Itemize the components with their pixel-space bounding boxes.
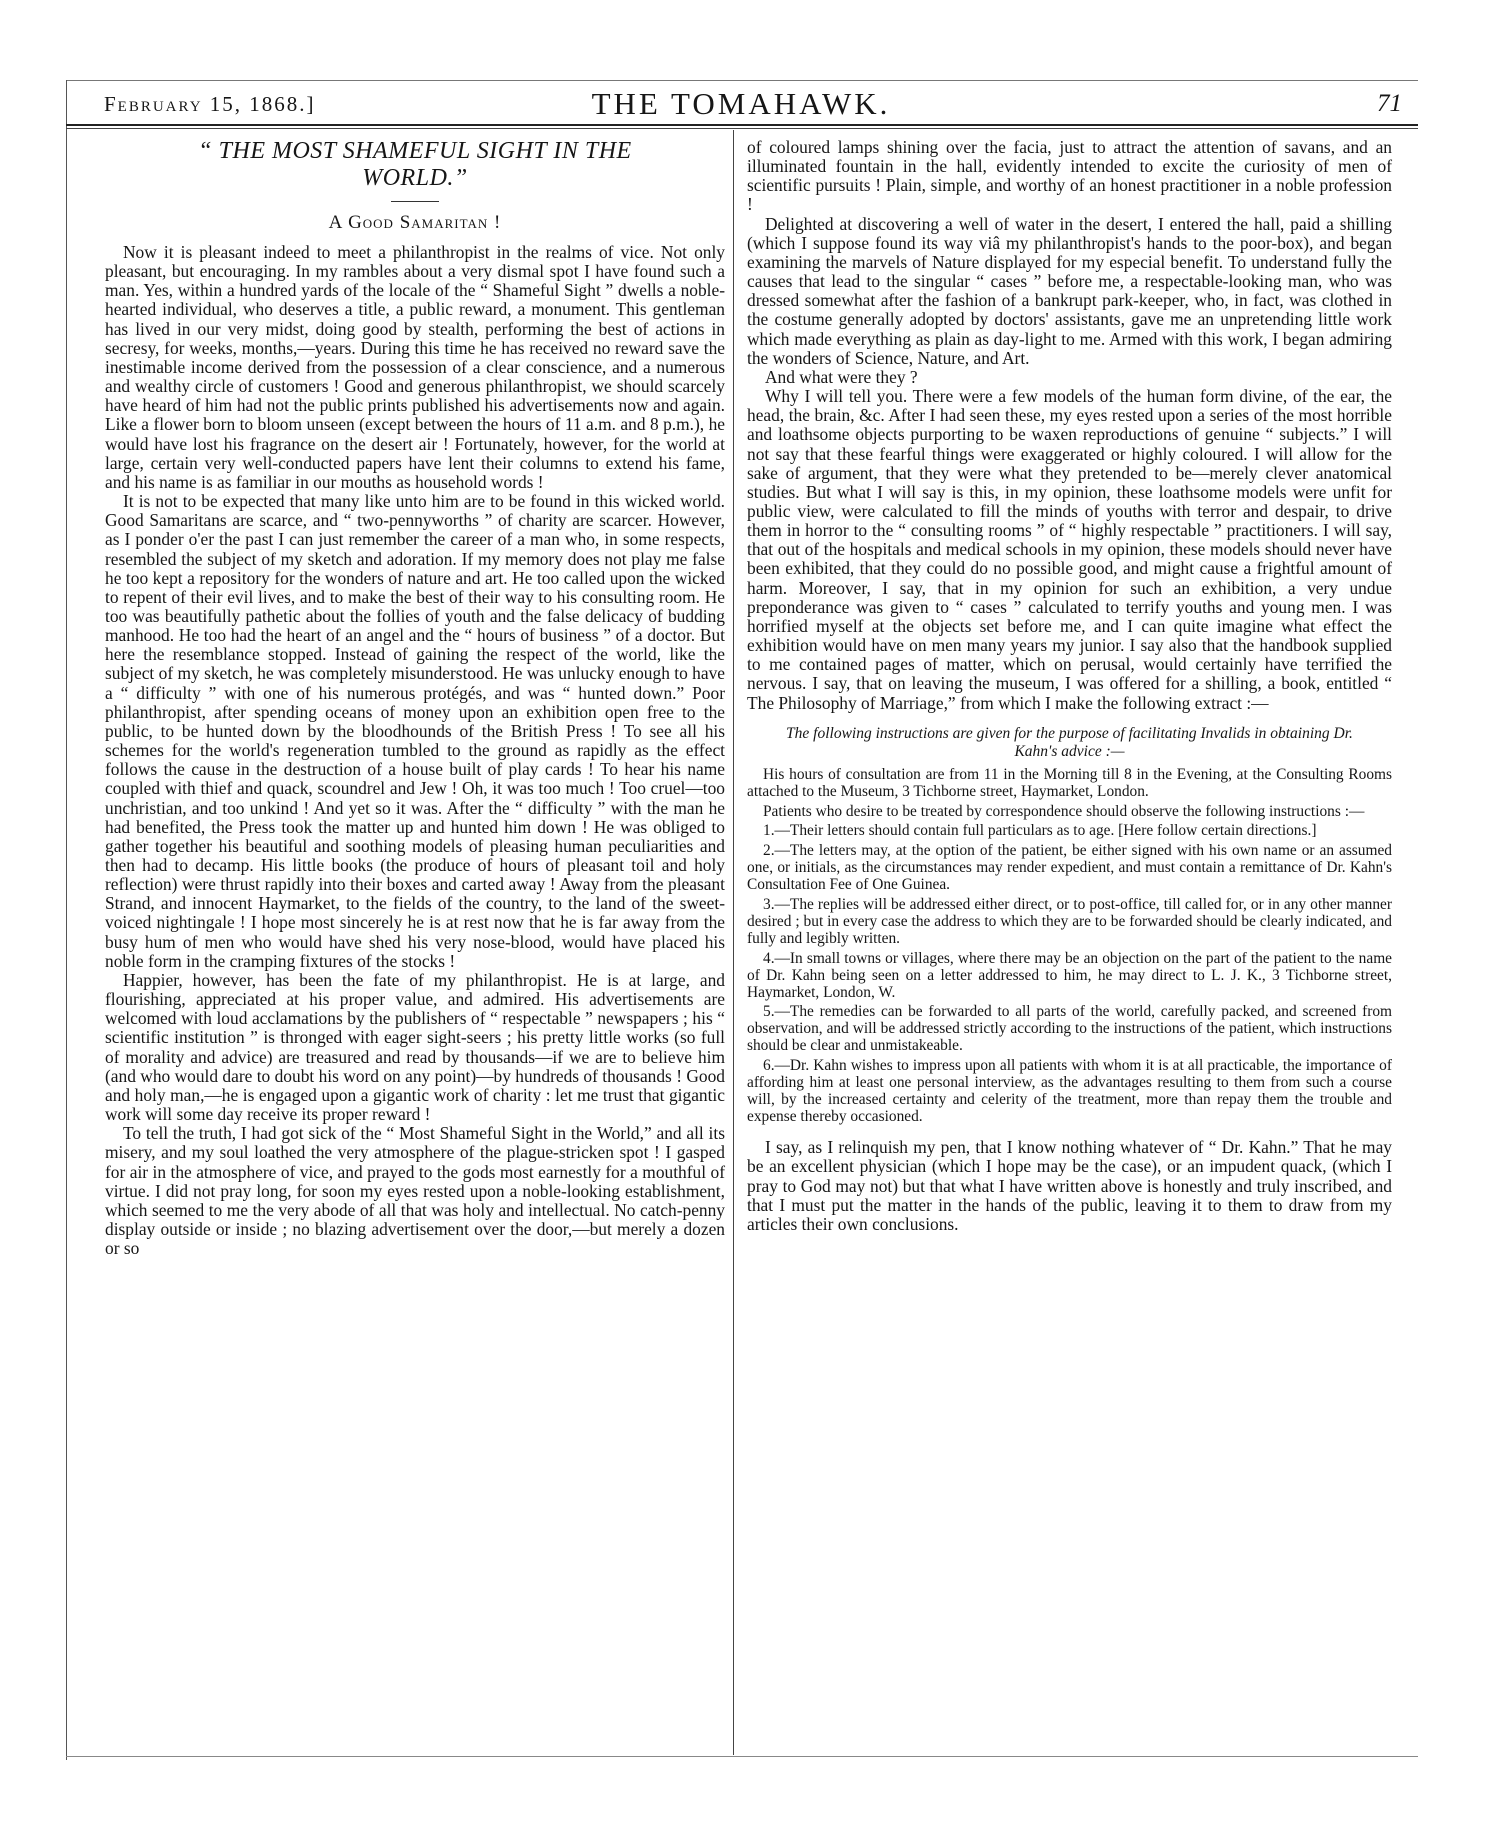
masthead-rule — [66, 124, 1418, 126]
masthead-rule-thin — [66, 128, 1418, 129]
article-title — [105, 138, 725, 192]
right-column — [747, 138, 1392, 1235]
issue-date: February 15, 1868.] — [104, 92, 316, 116]
article-title-line1: “ THE MOST SHAMEFUL SIGHT IN THE — [198, 138, 632, 164]
paragraph: It is not to be expected that many like unto him are to be found in this wicked world. Good Samaritans are scarce, and “ two-pennyworths ” of charity are scarcer. However, as I ponder o'er the past I can just remember the career of a man who, in some respects, resembled the subject of my sketch and adoration. If my memory does not play me false he too kept a repository for the wonders of nature and art. He too called upon the wicked to repent of their evil lives, and to make the best of their way to his consulting room. He too was beautifully pathetic about the follies of youth and the false delicacy of budding manhood. He too had the heart of an angel and the “ hours of business ” of a doctor. But here the resemblance stopped. Instead of gaining the respect of the world, like the subject of my sketch, he was completely misunderstood. He was unlucky enough to have a “ difficulty ” with one of his numerous protégés, and was “ hunted down.” Poor philanthropist, after spending oceans of money upon an exhibition open free to the public, to be hunted down by the bloodhounds of the British Press ! To see all his schemes for the world's regeneration tumbled to the ground as rapidly as the effect follows the cause in the destruction of a house built of play cards ! To hear his name coupled with thief and quack, scoundrel and Jew ! Oh, it was too much ! Too cruel—too unchristian, and too unkind ! And yet so it was. After the “ difficulty ” with the man he had benefited, the Press took the matter up and hunted him down ! He was obliged to gather together his beautiful and soothing models of pleasing human peculiarities and then had to decamp. His little books (the produce of hours of pleasant toil and holy reflection) were thrust rapidly into their boxes and carted away ! Away from the pleasant Strand, and innocent Haymarket, to the fields of the country, to the land of the sweet-voiced nightingale ! I hope most sincerely he is at rest now that he is far away from the busy hum of men who would have shed his very nose-blood, would have placed his noble form in the cramping fixtures of the stocks ! — [105, 491, 725, 971]
extract-paragraph: 6.—Dr. Kahn wishes to impress upon all patients with whom it is at all practicable, the importance of affording him at least one personal interview, as the advantages resulting to them from such a course will, by the increased certainty and celerity of the treatment, more than repay them the trouble and expense thereby occasioned. — [747, 1057, 1392, 1125]
paragraph: To tell the truth, I had got sick of the “ Most Shameful Sight in the World,” and all its misery, and my soul loathed the very atmosphere of the plague-stricken spot ! I gasped for air in the atmosphere of vice, and prayed to the gods most earnestly for a mouthful of virtue. I did not pray long, for soon my eyes rested upon a noble-looking establishment, which seemed to me the very abode of all that was holy and intellectual. No catch-penny display outside or inside ; no blazing advertisement over the door,—but merely a dozen or so — [105, 1123, 725, 1259]
closing-paragraph: I say, as I relinquish my pen, that I know nothing whatever of “ Dr. Kahn.” That he may be an excellent physician (which I hope may be the case), or an impudent quack, (which I pray to God may not) but that what I have written above is honestly and truly inscribed, and that I must put the matter in the hands of the public, leaving it to them to draw from my articles their own conclusions. — [747, 1136, 1392, 1235]
extract-paragraph: Patients who desire to be treated by correspondence should observe the following instructions :— — [763, 802, 1365, 820]
page-number: 71 — [1377, 90, 1402, 117]
title-rule — [391, 201, 439, 202]
paragraph: of coloured lamps shining over the facia, just to attract the attention of savans, and an illuminated fountain in the hall, evidently intended to excite the curiosity of men of scientific pursuits ! Plain, simple, and worthy of an honest practitioner in a noble profession ! — [747, 137, 1392, 215]
top-rule — [66, 80, 1418, 81]
extract-paragraph: 3.—The replies will be addressed either direct, or to post-office, till called for, or in any other manner desired ; but in every case the address to which they are to be forwarded should be clearly indicated, and fully and legibly written. — [747, 896, 1392, 947]
closing-section — [747, 1138, 1392, 1235]
bottom-rule — [66, 1756, 1418, 1757]
extract-paragraph: 2.—The letters may, at the option of the patient, be either signed with his own name or an assumed one, or initials, as the circumstances may render expedient, and must contain a remittance of Dr. Kahn's Consultation Fee of One Guinea. — [747, 842, 1392, 894]
column-divider — [733, 130, 734, 1755]
paragraph: Happier, however, has been the fate of my philanthropist. He is at large, and flourishing, appreciated at his proper value, and admired. His advertisements are welcomed with loud acclamations by the publishers of “ respectable ” newspapers ; his “ scientific institution ” is thronged with eager sight-seers ; his pretty little works (so full of morality and advice) are treasured and read by thousands—if we are to believe him (and who would dare to doubt his word on any point)—by hundreds of thousands ! Good and holy man,—he is engaged upon a gigantic work of charity : let me trust that gigantic work will some day receive its proper reward ! — [105, 969, 725, 1125]
left-column — [105, 138, 725, 1258]
left-margin-rule — [66, 80, 67, 1760]
paragraph: Now it is pleasant indeed to meet a philanthropist in the realms of vice. Not only pleasant, but encouraging. In my rambles about a very dismal spot I have found such a man. Yes, within a hundred yards of the locale of the “ Shameful Sight ” dwells a noble-hearted individual, who deserves a title, a public reward, a monument. This gentleman has lived in our very midst, doing good by stealth, performing the best of actions in secresy, for weeks, months,—years. During this time he has received no reward save the inestimable income derived from the possession of a clear conscience, and a numerous and wealthy circle of customers ! Good and generous philanthropist, we should scarcely have heard of him had not the public prints published his advertisements now and again. Like a flower born to bloom unseen (except between the hours of 11 a.m. and 8 p.m.), he would have lost his fragrance on the desert air ! Fortunately, however, for the world at large, certain very well-conducted papers have lent their columns to extend his fame, and his name is as familiar in our mouths as household words ! — [105, 242, 725, 492]
left-body — [105, 243, 725, 1258]
article-title-line2: WORLD.” — [362, 165, 468, 191]
extract-paragraph: 1.—Their letters should contain full particulars as to age. [Here follow certain directions.] — [763, 822, 1317, 840]
article-subhead: A Good Samaritan ! — [328, 212, 502, 233]
extract-paragraph: His hours of consultation are from 11 in the Morning till 8 in the Evening, at the Consulting Rooms attached to the Museum, 3 Tichborne street, Haymarket, London. — [747, 765, 1392, 800]
extract-paragraph: 5.—The remedies can be forwarded to all parts of the world, carefully packed, and screened from observation, and will be addressed strictly according to the instructions of the patient, which instructions should be clear and unmistakeable. — [747, 1003, 1392, 1055]
newspaper-title: THE TOMAHAWK. — [591, 86, 891, 121]
paragraph: Why I will tell you. There were a few models of the human form divine, of the ear, the head, the brain, &c. After I had seen these, my eyes rested upon a series of the most horrible and loathsome objects purporting to be waxen reproductions of genuine “ subjects.” I will not say that these fearful things were exaggerated or highly coloured. I will allow for the sake of argument, that they were what they pretended to be—merely clever anatomical studies. But what I will say is this, in my opinion, these loathsome models were unfit for public view, were calculated to fill the minds of youths with terror and despair, to drive them in horror to the “ consulting rooms ” of “ highly respectable ” practitioners. I will say, that out of the hospitals and medical schools in my opinion, these models should never have been exhibited, that they could do no possible good, and might cause a frightful amount of harm. Moreover, I say, that in my opinion for such an exhibition, a very undue preponderance was given to “ cases ” calculated to terrify youths and young men. I was horrified myself at the objects set before me, and I can quite imagine what effect the exhibition would have on men many years my junior. I say also that the handbook supplied to me contained pages of matter, which on perusal, would certainly have terrified the nervous. I say, that on leaving the museum, I was offered for a shilling, a book, entitled “ The Philosophy of Marriage,” from which I make the following extract :— — [747, 386, 1392, 713]
paragraph: And what were they ? — [765, 366, 918, 387]
extract-intro: The following instructions are given for the purpose of facilitating Invalids in obtaining Dr. Kahn's advice :— — [786, 724, 1353, 760]
right-body — [747, 138, 1392, 713]
paragraph: Delighted at discovering a well of water in the desert, I entered the hall, paid a shilling (which I suppose found its way viâ my philanthropist's hands to the poor-box), and began examining the marvels of Nature displayed for my especial benefit. To understand fully the causes that lead to the singular “ cases ” before me, a respectable-looking man, who was dressed somewhat after the fashion of a bankrupt park-keeper, who, in fact, was clothed in the costume generally adopted by doctors' assistants, gave me an unpretending little work which made everything as plain as day-light to me. Armed with this work, I began admiring the wonders of Science, Nature, and Art. — [747, 213, 1392, 368]
masthead — [66, 88, 1416, 122]
extract — [747, 767, 1392, 1126]
extract-paragraph: 4.—In small towns or villages, where there may be an objection on the part of the patient to the name of Dr. Kahn being seen on a letter addressed to him, he may direct to L. J. K., 3 Tichborne street, Haymarket, London, W. — [747, 949, 1392, 1001]
